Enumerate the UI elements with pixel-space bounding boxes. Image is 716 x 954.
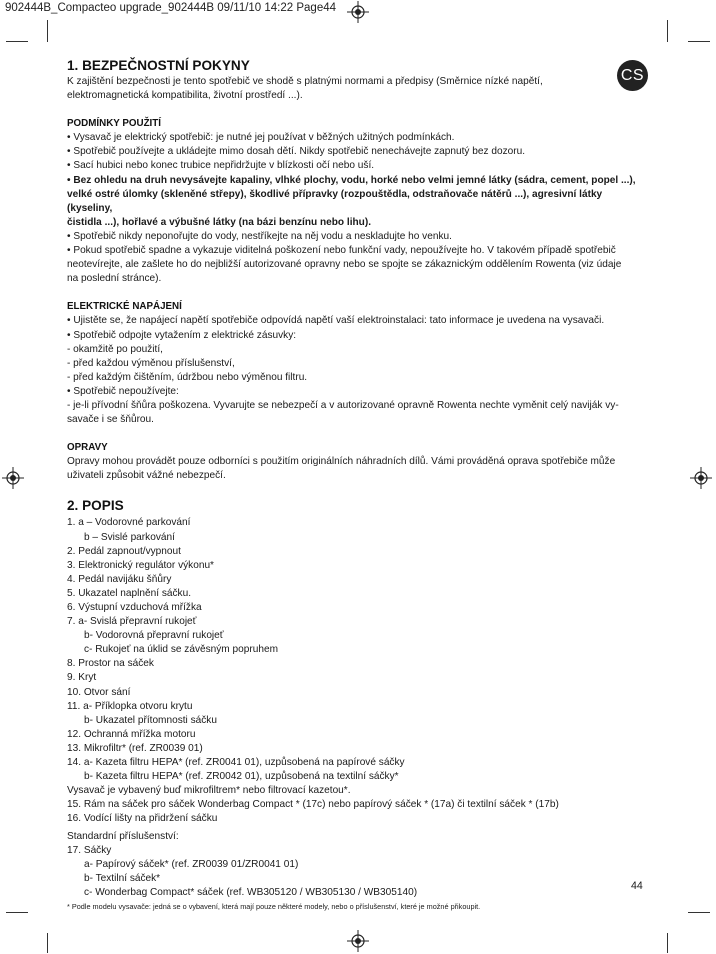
list-item: 4. Pedál navijáku šňůry <box>67 573 172 585</box>
registration-mark-icon <box>690 467 712 489</box>
text-line: elektromagnetická kompatibilita, životní prostředí ...). <box>67 90 303 102</box>
parts-list <box>67 516 647 826</box>
electrical-text <box>67 314 647 427</box>
page-content <box>67 57 647 912</box>
registration-mark-icon <box>2 467 24 489</box>
text-line: • Vysavač je elektrický spotřebič: je nutné jej používat v běžných užitných podmínkách. <box>67 132 455 144</box>
crop-mark <box>688 41 710 42</box>
print-slug: 902444B_Compacteo upgrade_902444B 09/11/10 14:22 Page44 <box>5 2 337 14</box>
list-item: 13. Mikrofiltr* (ref. ZR0039 01) <box>67 742 203 754</box>
list-item: c- Rukojeť na úklid se závěsným popruhem <box>84 644 278 656</box>
list-item: b- Textilní sáček* <box>84 872 161 884</box>
list-item: 5. Ukazatel naplnění sáčku. <box>67 587 192 599</box>
list-item: 16. Vodící lišty na přidržení sáčku <box>67 813 218 825</box>
list-item: c- Wonderbag Compact* sáček (ref. WB305120 / WB305130 / WB305140) <box>84 886 418 898</box>
list-item: 2. Pedál zapnout/vypnout <box>67 545 181 557</box>
list-item: Vysavač je vybavený buď mikrofiltrem* nebo filtrovací kazetou*. <box>67 785 351 797</box>
heading-conditions: PODMÍNKY POUŽITÍ <box>67 118 161 130</box>
footnote: * Podle modelu vysavače: jedná se o vybavení, která mají pouze některé modely, nebo o příslušenství, které je možné přikoupit. <box>67 901 481 911</box>
language-badge: CS <box>617 60 648 91</box>
list-item: 12. Ochranná mřížka motoru <box>67 728 196 740</box>
standard-accessories-heading: Standardní příslušenství: <box>67 830 179 842</box>
text-line: • Bez ohledu na druh nevysávejte kapaliny, vlhké plochy, vodu, horké nebo velmi jemné látky (sádra, cement, popel ...), <box>67 174 636 186</box>
repairs-text <box>67 455 647 483</box>
list-item: b- Ukazatel přítomnosti sáčku <box>84 714 217 726</box>
text-line: na poslední stránce). <box>67 273 162 285</box>
list-item: 11. a- Příklopka otvoru krytu <box>67 700 193 712</box>
crop-mark <box>667 20 668 42</box>
list-item: b – Svislé parkování <box>84 531 175 543</box>
crop-mark <box>6 41 28 42</box>
crop-mark <box>667 933 668 953</box>
text-line: - před každou výměnou příslušenství, <box>67 357 235 369</box>
text-line: • Pokud spotřebič spadne a vykazuje viditelná poškození nebo funkční vady, nepoužívejte ho. V takovém případě spotřebič <box>67 245 616 257</box>
text-line: neotevírejte, ale zašlete ho do nejbližší autorizované opravny nebo se spojte se zákaznickým oddělením Rowenta (viz údaje <box>67 259 622 271</box>
list-item: 6. Výstupní vzduchová mřížka <box>67 602 202 613</box>
registration-mark-icon <box>347 930 369 952</box>
section-title-description: 2. POPIS <box>67 498 124 514</box>
list-item: 8. Prostor na sáček <box>67 658 154 670</box>
crop-mark <box>47 20 48 42</box>
text-line: • Spotřebič odpojte vytažením z elektrické zásuvky: <box>67 329 297 341</box>
heading-repairs: OPRAVY <box>67 442 108 454</box>
text-line: čistidla ...), hořlavé a výbušné látky (na bázi benzínu nebo lihu). <box>67 216 371 228</box>
crop-mark <box>6 912 28 913</box>
heading-electrical: ELEKTRICKÉ NAPÁJENÍ <box>67 301 182 313</box>
crop-mark <box>47 933 48 953</box>
text-line: K zajištění bezpečnosti je tento spotřebič ve shodě s platnými normami a předpisy (Směrnice nízké napětí, <box>67 76 543 87</box>
text-line: • Ujistěte se, že napájecí napětí spotřebiče odpovídá napětí vaší elektroinstalaci: tato informace je uvedena na vysavači. <box>67 315 605 327</box>
list-item: b- Kazeta filtru HEPA* (ref. ZR0042 01), uzpůsobená na textilní sáčky* <box>84 771 399 783</box>
text-line: Opravy mohou provádět pouze odborníci s použitím originálních náhradních dílů. Vámi prováděná oprava spotřebiče může <box>67 456 616 468</box>
text-line: • Spotřebič nikdy neponořujte do vody, nestříkejte na něj vodu a neskladujte ho venku. <box>67 230 452 242</box>
text-line: - je-li přívodní šňůra poškozena. Vyvarujte se nebezpečí a v autorizované opravně Rowenta nechte vyměnit celý naviják vy- <box>67 399 619 411</box>
registration-mark-icon <box>347 1 369 23</box>
list-item: b- Vodorovná přepravní rukojeť <box>84 630 224 642</box>
text-line: • Sací hubici nebo konec trubice nepřidržujte v blízkosti očí nebo uší. <box>67 160 375 172</box>
crop-mark <box>688 912 710 913</box>
page-number: 44 <box>631 880 643 892</box>
text-line: - okamžitě po použití, <box>67 343 163 355</box>
text-line: • Spotřebič používejte a ukládejte mimo dosah dětí. Nikdy spotřebič nenechávejte zapnutý bez dozoru. <box>67 146 526 158</box>
list-item: 14. a- Kazeta filtru HEPA* (ref. ZR0041 01), uzpůsobená na papírové sáčky <box>67 757 405 769</box>
conditions-text <box>67 131 647 286</box>
text-line: velké ostré úlomky (skleněné střepy), škodlivé přípravky (rozpouštědla, odstraňovače nátěrů ...), agresivní látky (kyseliny, <box>67 188 603 214</box>
section-title-safety: 1. BEZPEČNOSTNÍ POKYNY <box>67 58 250 73</box>
text-line: • Spotřebič nepoužívejte: <box>67 385 179 397</box>
list-item: 10. Otvor sání <box>67 686 131 698</box>
text-line: savače i se šňůrou. <box>67 414 154 426</box>
list-item: 3. Elektronický regulátor výkonu* <box>67 559 214 571</box>
list-item: 15. Rám na sáček pro sáček Wonderbag Compact * (17c) nebo papírový sáček * (17a) či textilní sáček * (17b) <box>67 799 559 811</box>
accessories-list <box>67 844 647 900</box>
list-item: 9. Kryt <box>67 672 97 684</box>
list-item: 1. a – Vodorovné parkování <box>67 517 191 529</box>
text-line: - před každým čištěním, údržbou nebo výměnou filtru. <box>67 371 308 383</box>
safety-intro <box>67 75 647 103</box>
text-line: uživateli způsobit vážné nebezpečí. <box>67 470 226 482</box>
list-item: 17. Sáčky <box>67 844 112 856</box>
list-item: a- Papírový sáček* (ref. ZR0039 01/ZR0041 01) <box>84 858 299 870</box>
list-item: 7. a- Svislá přepravní rukojeť <box>67 616 197 628</box>
